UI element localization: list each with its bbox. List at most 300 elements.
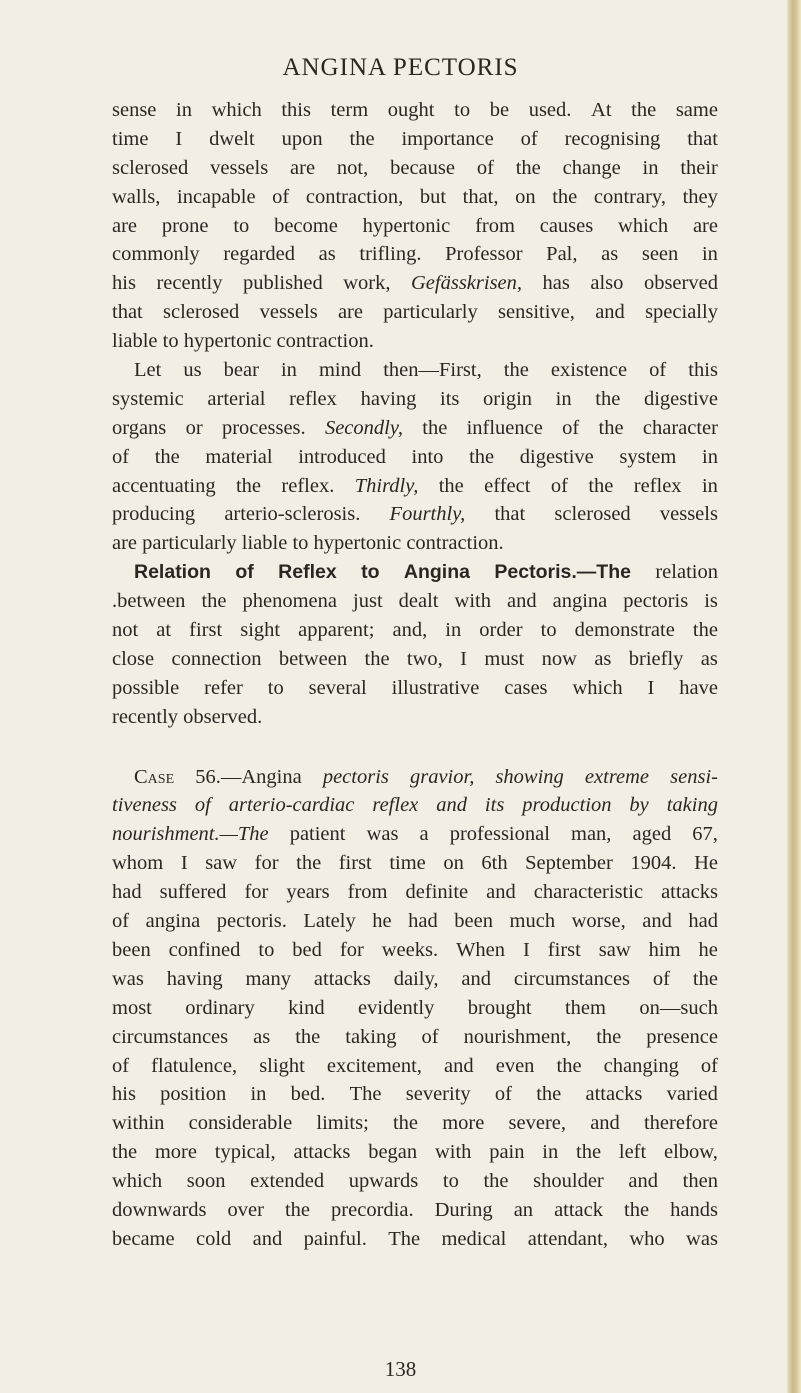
word: hypertonic — [183, 330, 272, 353]
word: pectoris. — [216, 910, 287, 933]
text-line — [112, 965, 718, 994]
word: whom — [112, 852, 164, 875]
word: sclerosed — [554, 503, 631, 526]
text-line — [112, 994, 718, 1023]
word: influence — [466, 416, 543, 439]
word: now — [541, 647, 577, 670]
word: sensi- — [670, 765, 718, 788]
word: causes — [539, 214, 594, 237]
word: bear — [223, 359, 259, 382]
word: effect — [484, 474, 531, 497]
word: pain — [489, 1141, 525, 1164]
word: dwelt — [209, 127, 255, 150]
word: them — [564, 996, 606, 1019]
word: which — [572, 676, 623, 699]
word: mind — [318, 359, 362, 382]
word: September — [525, 852, 613, 875]
word: not — [112, 619, 139, 642]
word: published — [242, 272, 323, 295]
word: and — [436, 794, 467, 817]
word: elbow, — [664, 1141, 718, 1164]
word: and — [506, 590, 537, 613]
word: characteristic — [533, 881, 644, 904]
text-line — [112, 703, 718, 732]
word: the — [624, 1198, 650, 1221]
word: from — [475, 214, 515, 237]
word: Angina — [403, 561, 470, 584]
word: who — [629, 1227, 665, 1250]
word: I — [175, 127, 183, 150]
word: to — [454, 99, 471, 121]
word: the — [692, 619, 718, 642]
word: an — [513, 1198, 534, 1221]
word: this — [688, 359, 718, 382]
word: processes. — [221, 416, 306, 439]
word: in — [701, 243, 718, 266]
word: slight — [259, 1054, 305, 1077]
word: with — [434, 1141, 472, 1164]
word: severe, — [508, 1112, 566, 1135]
word: angina — [145, 910, 201, 933]
word: of — [562, 416, 580, 439]
word: had — [112, 881, 142, 904]
text-line — [112, 1167, 718, 1196]
word: as — [594, 647, 612, 670]
word: even — [495, 1054, 535, 1077]
word: and — [486, 881, 516, 904]
word: become — [274, 214, 338, 237]
word: of — [235, 561, 254, 584]
word: in — [542, 1141, 559, 1164]
word: the — [588, 474, 614, 497]
word: of — [421, 1025, 439, 1048]
word: has — [542, 272, 570, 295]
word: cases — [504, 676, 548, 699]
word: to — [258, 938, 275, 961]
word: in — [702, 445, 718, 468]
word: of — [112, 1054, 130, 1077]
word: shoulder — [533, 1170, 604, 1193]
word: sensitive, — [498, 301, 575, 324]
text-line — [112, 907, 718, 936]
text-line — [112, 587, 718, 616]
text-line — [112, 529, 718, 558]
word: material — [205, 445, 273, 468]
word: as — [318, 243, 336, 266]
word: presence — [646, 1025, 718, 1048]
body-text — [112, 96, 718, 1254]
word: incapable — [177, 185, 256, 208]
word: are — [337, 301, 363, 324]
word: been — [454, 910, 493, 933]
word: the — [235, 474, 262, 497]
text-line — [112, 1225, 718, 1254]
word: to — [233, 214, 250, 237]
word: walls, — [112, 185, 161, 208]
word: attacks — [661, 881, 718, 904]
text-line — [112, 936, 718, 965]
word: nourishment, — [463, 1025, 572, 1048]
word: attacks — [585, 1083, 643, 1106]
word: vessels — [259, 301, 318, 324]
word: in — [280, 359, 297, 382]
word: kind — [288, 996, 325, 1019]
word: many — [245, 967, 292, 990]
word: that — [112, 301, 143, 324]
word: introduced — [298, 445, 386, 468]
word: 1904. — [630, 852, 677, 875]
word: flatulence, — [151, 1054, 238, 1077]
word: therefore — [643, 1112, 718, 1135]
word: recognising — [564, 127, 661, 150]
word: apparent; — [298, 619, 375, 642]
word: which — [618, 214, 669, 237]
word: specially — [645, 301, 718, 324]
word: illustrative — [391, 676, 480, 699]
word: that, — [462, 185, 499, 208]
word: of — [700, 1054, 718, 1077]
word: painful. — [303, 1227, 367, 1250]
word: saw — [205, 852, 238, 875]
text-line — [112, 558, 718, 587]
word: was — [686, 1227, 718, 1250]
word: first — [189, 619, 223, 642]
word: in — [555, 387, 572, 410]
text-line — [112, 154, 718, 183]
text-line — [112, 674, 718, 703]
word: first — [338, 852, 372, 875]
word: phenomena — [242, 590, 337, 613]
word: having — [360, 387, 417, 410]
word: suffered — [159, 881, 227, 904]
word: its — [484, 794, 505, 817]
word: are — [290, 156, 316, 179]
word: and, — [392, 619, 428, 642]
word: the — [552, 185, 578, 208]
word: then — [682, 1170, 718, 1193]
word: been — [112, 938, 151, 961]
word: Gefässkrisen, — [411, 272, 523, 295]
word: in — [701, 474, 718, 497]
word: his — [112, 1083, 136, 1106]
word: because — [390, 156, 455, 179]
word: had — [688, 910, 718, 933]
word: .between — [112, 590, 186, 613]
word: worse, — [571, 910, 626, 933]
word: seen — [641, 243, 679, 266]
word: systemic — [112, 387, 184, 410]
word: at — [156, 619, 172, 642]
word: of — [494, 1083, 512, 1106]
text-line — [112, 414, 718, 443]
word: Reflex — [278, 561, 337, 584]
word: by — [629, 794, 649, 817]
word: just — [353, 590, 383, 613]
word: 56.—Angina — [195, 765, 302, 788]
text-line — [112, 240, 718, 269]
word: hands — [670, 1198, 718, 1221]
word: the — [692, 967, 718, 990]
word: then—First, — [383, 359, 482, 382]
word: must — [484, 647, 525, 670]
word: regarded — [223, 243, 296, 266]
word: I — [460, 647, 467, 670]
word: him — [648, 938, 681, 961]
word: two, — [406, 647, 443, 670]
word: downwards — [112, 1198, 207, 1221]
word: Professor — [445, 243, 523, 266]
word: into — [411, 445, 444, 468]
word: more — [154, 1141, 197, 1164]
word: brought — [467, 996, 532, 1019]
word: Let — [134, 359, 162, 382]
word: to — [361, 561, 380, 584]
text-line — [112, 1109, 718, 1138]
word: arterial — [207, 387, 266, 410]
word: and — [590, 1112, 620, 1135]
word: dealt — [398, 590, 439, 613]
word: attacks — [313, 967, 371, 990]
word: left — [618, 1141, 647, 1164]
word: the — [154, 445, 180, 468]
word: liable — [112, 330, 158, 353]
word: the — [284, 1198, 311, 1221]
word: the — [515, 156, 541, 179]
word: more — [442, 1112, 485, 1135]
word: considerable — [188, 1112, 293, 1135]
word: pectoris — [623, 590, 689, 613]
word: became — [112, 1227, 175, 1250]
word: a — [419, 823, 429, 846]
word: of — [112, 910, 130, 933]
word: daily, — [393, 967, 439, 990]
word: the — [295, 1025, 321, 1048]
word: are — [692, 214, 718, 237]
word: and — [642, 910, 672, 933]
word: most — [112, 996, 152, 1019]
word: circumstances — [112, 1025, 229, 1048]
word: from — [347, 881, 388, 904]
word: the — [438, 474, 464, 497]
word: term — [330, 99, 369, 121]
word: sclerosed — [163, 301, 240, 324]
word: work, — [343, 272, 391, 295]
word: attack — [554, 1198, 604, 1221]
text-line — [112, 183, 718, 212]
word: the — [296, 852, 322, 875]
word: within — [112, 1112, 165, 1135]
word: He — [694, 852, 718, 875]
word: Fourthly, — [389, 503, 466, 526]
word: in — [250, 1083, 267, 1106]
word: hypertonic — [313, 532, 402, 555]
word: of — [112, 445, 130, 468]
word: saw — [598, 938, 631, 961]
word: on — [515, 185, 536, 208]
word: tiveness — [112, 794, 177, 817]
word: definite — [405, 881, 469, 904]
word: limits; — [316, 1112, 369, 1135]
word: and — [461, 967, 492, 990]
text-line — [112, 1052, 718, 1081]
word: be — [489, 99, 510, 121]
word: not, — [336, 156, 369, 179]
word: production — [522, 794, 612, 817]
word: the — [469, 445, 495, 468]
word: showing — [495, 765, 564, 788]
word: of — [649, 359, 667, 382]
word: they — [682, 185, 718, 208]
word: the — [556, 1054, 582, 1077]
word: also — [590, 272, 624, 295]
word: having — [166, 967, 223, 990]
word: the — [112, 1141, 138, 1164]
word: circumstances — [513, 967, 631, 990]
page-number: 138 — [384, 1357, 417, 1381]
word: particularly — [142, 532, 237, 555]
word: same — [675, 99, 718, 121]
word: with — [454, 590, 491, 613]
text-line — [112, 878, 718, 907]
word: vessels — [659, 503, 718, 526]
word: pectoris — [322, 765, 389, 788]
word: When — [456, 938, 506, 961]
word: he — [698, 938, 718, 961]
word: I — [647, 676, 655, 699]
word: time — [112, 127, 149, 150]
word: Relation — [134, 561, 211, 584]
word: digestive — [643, 387, 718, 410]
word: bed. — [290, 1083, 326, 1106]
word: and — [628, 1170, 659, 1193]
word: he — [372, 910, 392, 933]
word: prone — [161, 214, 209, 237]
word: the — [631, 99, 657, 121]
word: trifling. — [359, 243, 422, 266]
text-line — [112, 500, 718, 529]
text-line — [112, 96, 718, 125]
word: on—such — [639, 996, 718, 1019]
word: Secondly, — [324, 416, 403, 439]
word: medical — [441, 1227, 507, 1250]
word: for — [339, 938, 364, 961]
word: its — [440, 387, 460, 410]
word: attacks — [293, 1141, 351, 1164]
word: the — [595, 387, 621, 410]
word: and — [595, 301, 625, 324]
word: their — [680, 156, 718, 179]
word: used. — [528, 99, 572, 121]
word: system — [619, 445, 677, 468]
word: of — [272, 185, 290, 208]
word: which — [112, 1170, 163, 1193]
word: Thirdly, — [354, 474, 419, 497]
word: are — [112, 214, 138, 237]
word: change — [562, 156, 621, 179]
word: I — [523, 938, 530, 961]
word: The — [388, 1227, 421, 1250]
word: had — [408, 910, 438, 933]
word: to — [442, 1170, 459, 1193]
word: of — [194, 794, 211, 817]
word: that — [687, 127, 718, 150]
word: confined — [168, 938, 241, 961]
word: extreme — [584, 765, 650, 788]
word: upwards — [348, 1170, 419, 1193]
text-line — [112, 327, 718, 356]
word: precordia. — [331, 1198, 414, 1221]
word: varied — [666, 1083, 718, 1106]
word: recently — [112, 705, 179, 728]
text-line — [112, 472, 718, 501]
word: cold — [195, 1227, 232, 1250]
word: the — [576, 1141, 602, 1164]
word: arterio-sclerosis. — [224, 503, 361, 526]
word: the — [503, 359, 529, 382]
word: was — [112, 967, 144, 990]
word: ordinary — [185, 996, 255, 1019]
word: man, — [571, 823, 612, 846]
text-line — [112, 849, 718, 878]
word: Pal, — [546, 243, 578, 266]
word: that — [494, 503, 526, 526]
word: and — [252, 1227, 283, 1250]
word: reflex — [633, 474, 682, 497]
word: of — [520, 127, 538, 150]
word: weeks. — [381, 938, 439, 961]
word: the — [596, 1025, 622, 1048]
word: for — [244, 881, 269, 904]
word: origin — [483, 387, 533, 410]
word: organs — [112, 416, 167, 439]
word: character — [642, 416, 718, 439]
word: sight — [240, 619, 281, 642]
word: soon — [186, 1170, 226, 1193]
word: and — [444, 1054, 474, 1077]
word: on — [443, 852, 464, 875]
word: nourishment.—The — [112, 823, 269, 846]
word: which — [211, 99, 262, 121]
word: the — [598, 416, 624, 439]
word: contraction, — [305, 185, 404, 208]
word: the — [349, 127, 375, 150]
text-line — [112, 791, 718, 820]
word: or — [185, 416, 203, 439]
word: much — [509, 910, 556, 933]
word: taking — [345, 1025, 397, 1048]
word: arterio-cardiac — [228, 794, 355, 817]
word: to — [540, 619, 557, 642]
word: the — [422, 416, 448, 439]
text-line — [112, 616, 718, 645]
word: for — [254, 852, 279, 875]
word: this — [281, 99, 311, 121]
word: liable — [241, 532, 288, 555]
word: observed. — [183, 705, 263, 728]
word: in — [642, 156, 659, 179]
word: to — [162, 330, 179, 353]
word: relation — [655, 561, 718, 584]
word: excitement, — [326, 1054, 422, 1077]
running-head-title: ANGINA PECTORIS — [282, 54, 519, 81]
word: bed — [292, 938, 322, 961]
word: the — [364, 647, 390, 670]
word: digestive — [519, 445, 594, 468]
word: to — [267, 676, 284, 699]
word: observed — [643, 272, 718, 295]
word: professional — [449, 823, 550, 846]
text-line — [112, 356, 718, 385]
